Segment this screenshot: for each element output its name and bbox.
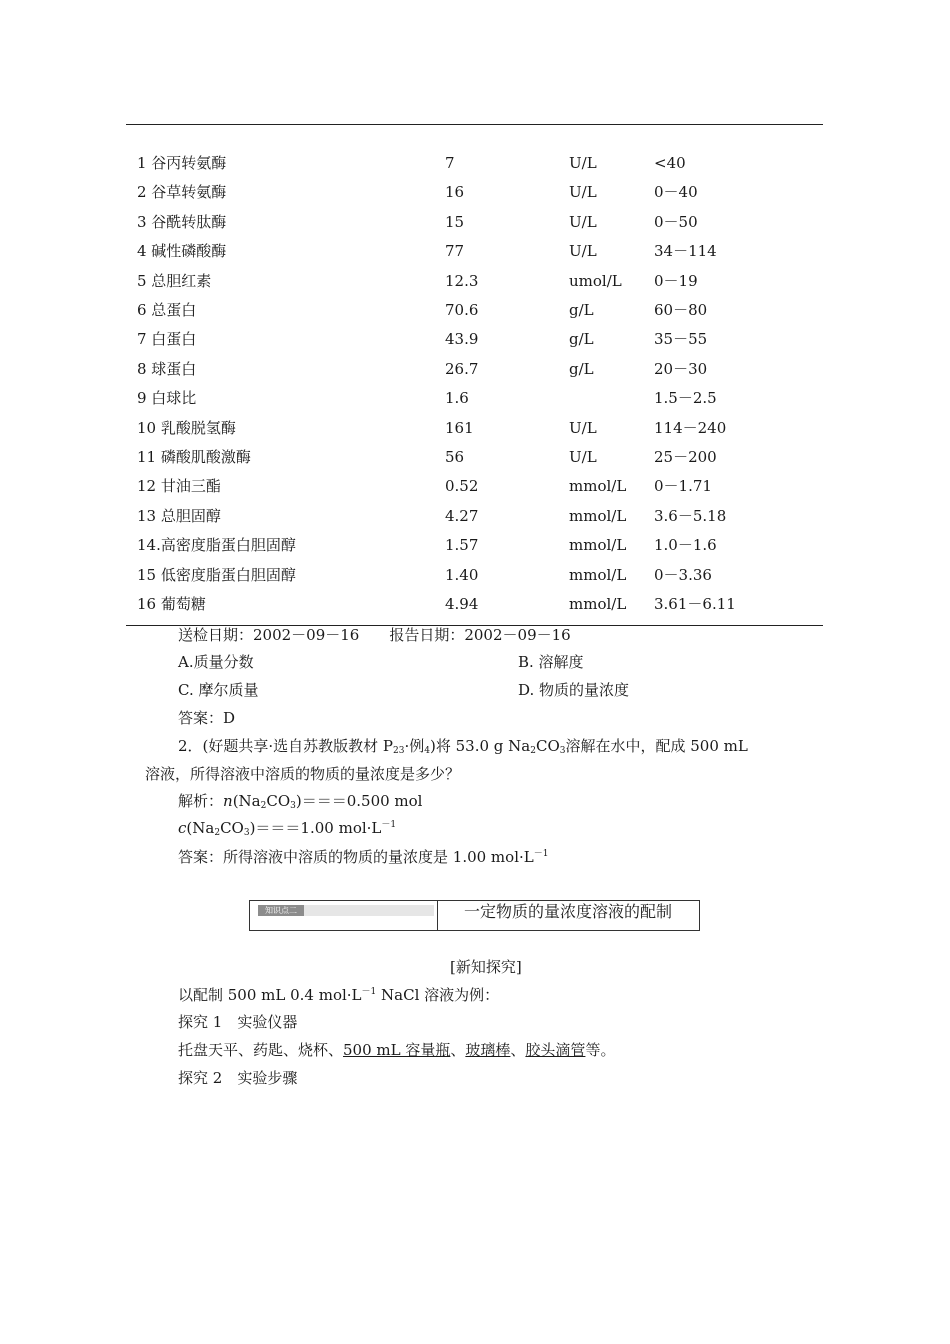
test-unit: U/L <box>569 448 597 466</box>
test-unit: g/L <box>569 330 594 349</box>
reference-range: 60－80 <box>654 301 708 319</box>
table-row <box>0 239 950 263</box>
test-unit: mmol/L <box>569 536 627 555</box>
reference-range: 3.61－6.11 <box>654 595 736 613</box>
test-unit: mmol/L <box>569 595 627 613</box>
option-b: B. 溶解度 <box>518 653 584 671</box>
test-value: 77 <box>445 242 465 261</box>
table-row <box>0 592 950 616</box>
test-name: 5 总胆红素 <box>137 271 212 290</box>
section-tag: 知识点二 <box>258 905 304 916</box>
test-name: 2 谷草转氨酶 <box>137 183 227 202</box>
test-unit: U/L <box>569 154 597 172</box>
test-name: 13 总胆固醇 <box>137 506 221 525</box>
reference-range: 35－55 <box>654 330 708 349</box>
explore-1-heading: 探究 1 实验仪器 <box>178 1013 298 1031</box>
test-name: 12 甘油三酯 <box>137 477 221 496</box>
explore-2-heading: 探究 2 实验步骤 <box>178 1069 298 1087</box>
test-name: 16 葡萄糖 <box>137 595 206 613</box>
q2-stem-line2: 溶液，所得溶液中溶质的物质的量浓度是多少？ <box>145 765 461 783</box>
table-row <box>0 416 950 440</box>
reference-range: 1.5－2.5 <box>654 389 717 408</box>
test-name: 8 球蛋白 <box>137 359 197 378</box>
reference-range: 0－40 <box>654 183 698 202</box>
test-unit: mmol/L <box>569 565 627 584</box>
table-row <box>0 386 950 410</box>
q1-answer: 答案：D <box>178 709 236 727</box>
test-value: 1.57 <box>445 536 479 555</box>
reference-range: 1.0－1.6 <box>654 536 717 555</box>
test-unit: U/L <box>569 183 597 202</box>
explore-intro: 以配制 500 mL 0.4 $mol\cdot L^{-1}$ NaCl 溶液为例： <box>178 986 500 1004</box>
test-unit: g/L <box>569 359 594 378</box>
explore-header: [新知探究] <box>450 958 522 976</box>
section-header-box <box>249 900 700 931</box>
option-a: A.质量分数 <box>178 653 254 671</box>
test-unit: mmol/L <box>569 477 627 496</box>
q2-analysis-c: $c(Na_2CO_3)===1.00$ $mol\cdot L^{-1}$ <box>178 819 397 838</box>
test-unit: mmol/L <box>569 506 627 525</box>
test-value: 0.52 <box>445 477 479 496</box>
table-row <box>0 474 950 498</box>
reference-range: 0－3.36 <box>654 565 712 584</box>
table-top-rule <box>126 124 823 125</box>
test-unit: g/L <box>569 301 594 319</box>
test-value: 15 <box>445 212 465 231</box>
table-row <box>0 563 950 587</box>
dropper-term: 胶头滴管 <box>525 1041 586 1059</box>
test-name: 4 碱性磷酸酶 <box>137 242 227 261</box>
test-name: 14.高密度脂蛋白胆固醇 <box>137 536 296 555</box>
section-divider <box>437 901 438 930</box>
table-row <box>0 151 950 175</box>
test-name: 11 磷酸肌酸激酶 <box>137 448 251 466</box>
table-row <box>0 269 950 293</box>
test-value: 161 <box>445 418 474 437</box>
table-row <box>0 533 950 557</box>
table-row <box>0 504 950 528</box>
reference-range: 34－114 <box>654 242 717 261</box>
test-unit: U/L <box>569 242 597 261</box>
test-name: 3 谷酰转肽酶 <box>137 212 227 231</box>
test-name: 7 白蛋白 <box>137 330 197 349</box>
q2-answer: 答案：所得溶液中溶质的物质的量浓度是 1.00 $mol\cdot L^{-1}$ <box>178 848 549 866</box>
test-value: 1.6 <box>445 389 469 408</box>
test-name: 6 总蛋白 <box>137 301 197 319</box>
test-name: 10 乳酸脱氢酶 <box>137 418 236 437</box>
test-value: 43.9 <box>445 330 479 349</box>
test-unit: U/L <box>569 212 597 231</box>
report-dates: 送检日期：2002－09－16 报告日期：2002－09－16 <box>178 626 571 644</box>
table-row <box>0 445 950 469</box>
test-value: 12.3 <box>445 271 479 290</box>
section-title: 一定物质的量浓度溶液的配制 <box>464 902 673 921</box>
instrument-list: 托盘天平、药匙、烧杯、500 mL 容量瓶、玻璃棒、胶头滴管等。 <box>178 1041 616 1059</box>
reference-range: 3.6－5.18 <box>654 506 727 525</box>
test-value: 4.94 <box>445 595 479 613</box>
glass-rod-term: 玻璃棒 <box>465 1041 511 1059</box>
test-value: 70.6 <box>445 301 479 319</box>
option-c: C. 摩尔质量 <box>178 681 259 699</box>
test-unit: U/L <box>569 418 597 437</box>
test-name: 9 白球比 <box>137 389 197 408</box>
q2-stem-line1: 2．(好题共享·选自苏教版教材 $P_{23}\cdot$例$_4$)将 53.0 g $Na_2CO_3$溶解在水中，配成 500 mL <box>178 737 748 756</box>
reference-range: 0－1.71 <box>654 477 712 496</box>
q2-analysis-n: 解析：$n(Na_2CO_3)===0.500$ mol <box>178 792 423 811</box>
reference-range: 114－240 <box>654 418 727 437</box>
option-d: D. 物质的量浓度 <box>518 681 630 699</box>
test-value: 4.27 <box>445 506 479 525</box>
table-row <box>0 210 950 234</box>
table-row <box>0 327 950 351</box>
volumetric-flask-term: 500 mL 容量瓶 <box>343 1041 451 1059</box>
table-row <box>0 298 950 322</box>
section-tag-bar <box>258 905 434 916</box>
test-value: 26.7 <box>445 359 479 378</box>
table-row <box>0 180 950 204</box>
reference-range: 0－19 <box>654 271 698 290</box>
reference-range: 0－50 <box>654 212 698 231</box>
test-name: 15 低密度脂蛋白胆固醇 <box>137 565 296 584</box>
reference-range: 20－30 <box>654 359 708 378</box>
test-value: 16 <box>445 183 465 202</box>
table-row <box>0 357 950 381</box>
reference-range: <40 <box>654 154 686 172</box>
test-value: 7 <box>445 154 455 172</box>
test-unit: umol/L <box>569 271 622 290</box>
test-value: 1.40 <box>445 565 479 584</box>
test-name: 1 谷丙转氨酶 <box>137 154 227 172</box>
test-value: 56 <box>445 448 465 466</box>
reference-range: 25－200 <box>654 448 717 466</box>
